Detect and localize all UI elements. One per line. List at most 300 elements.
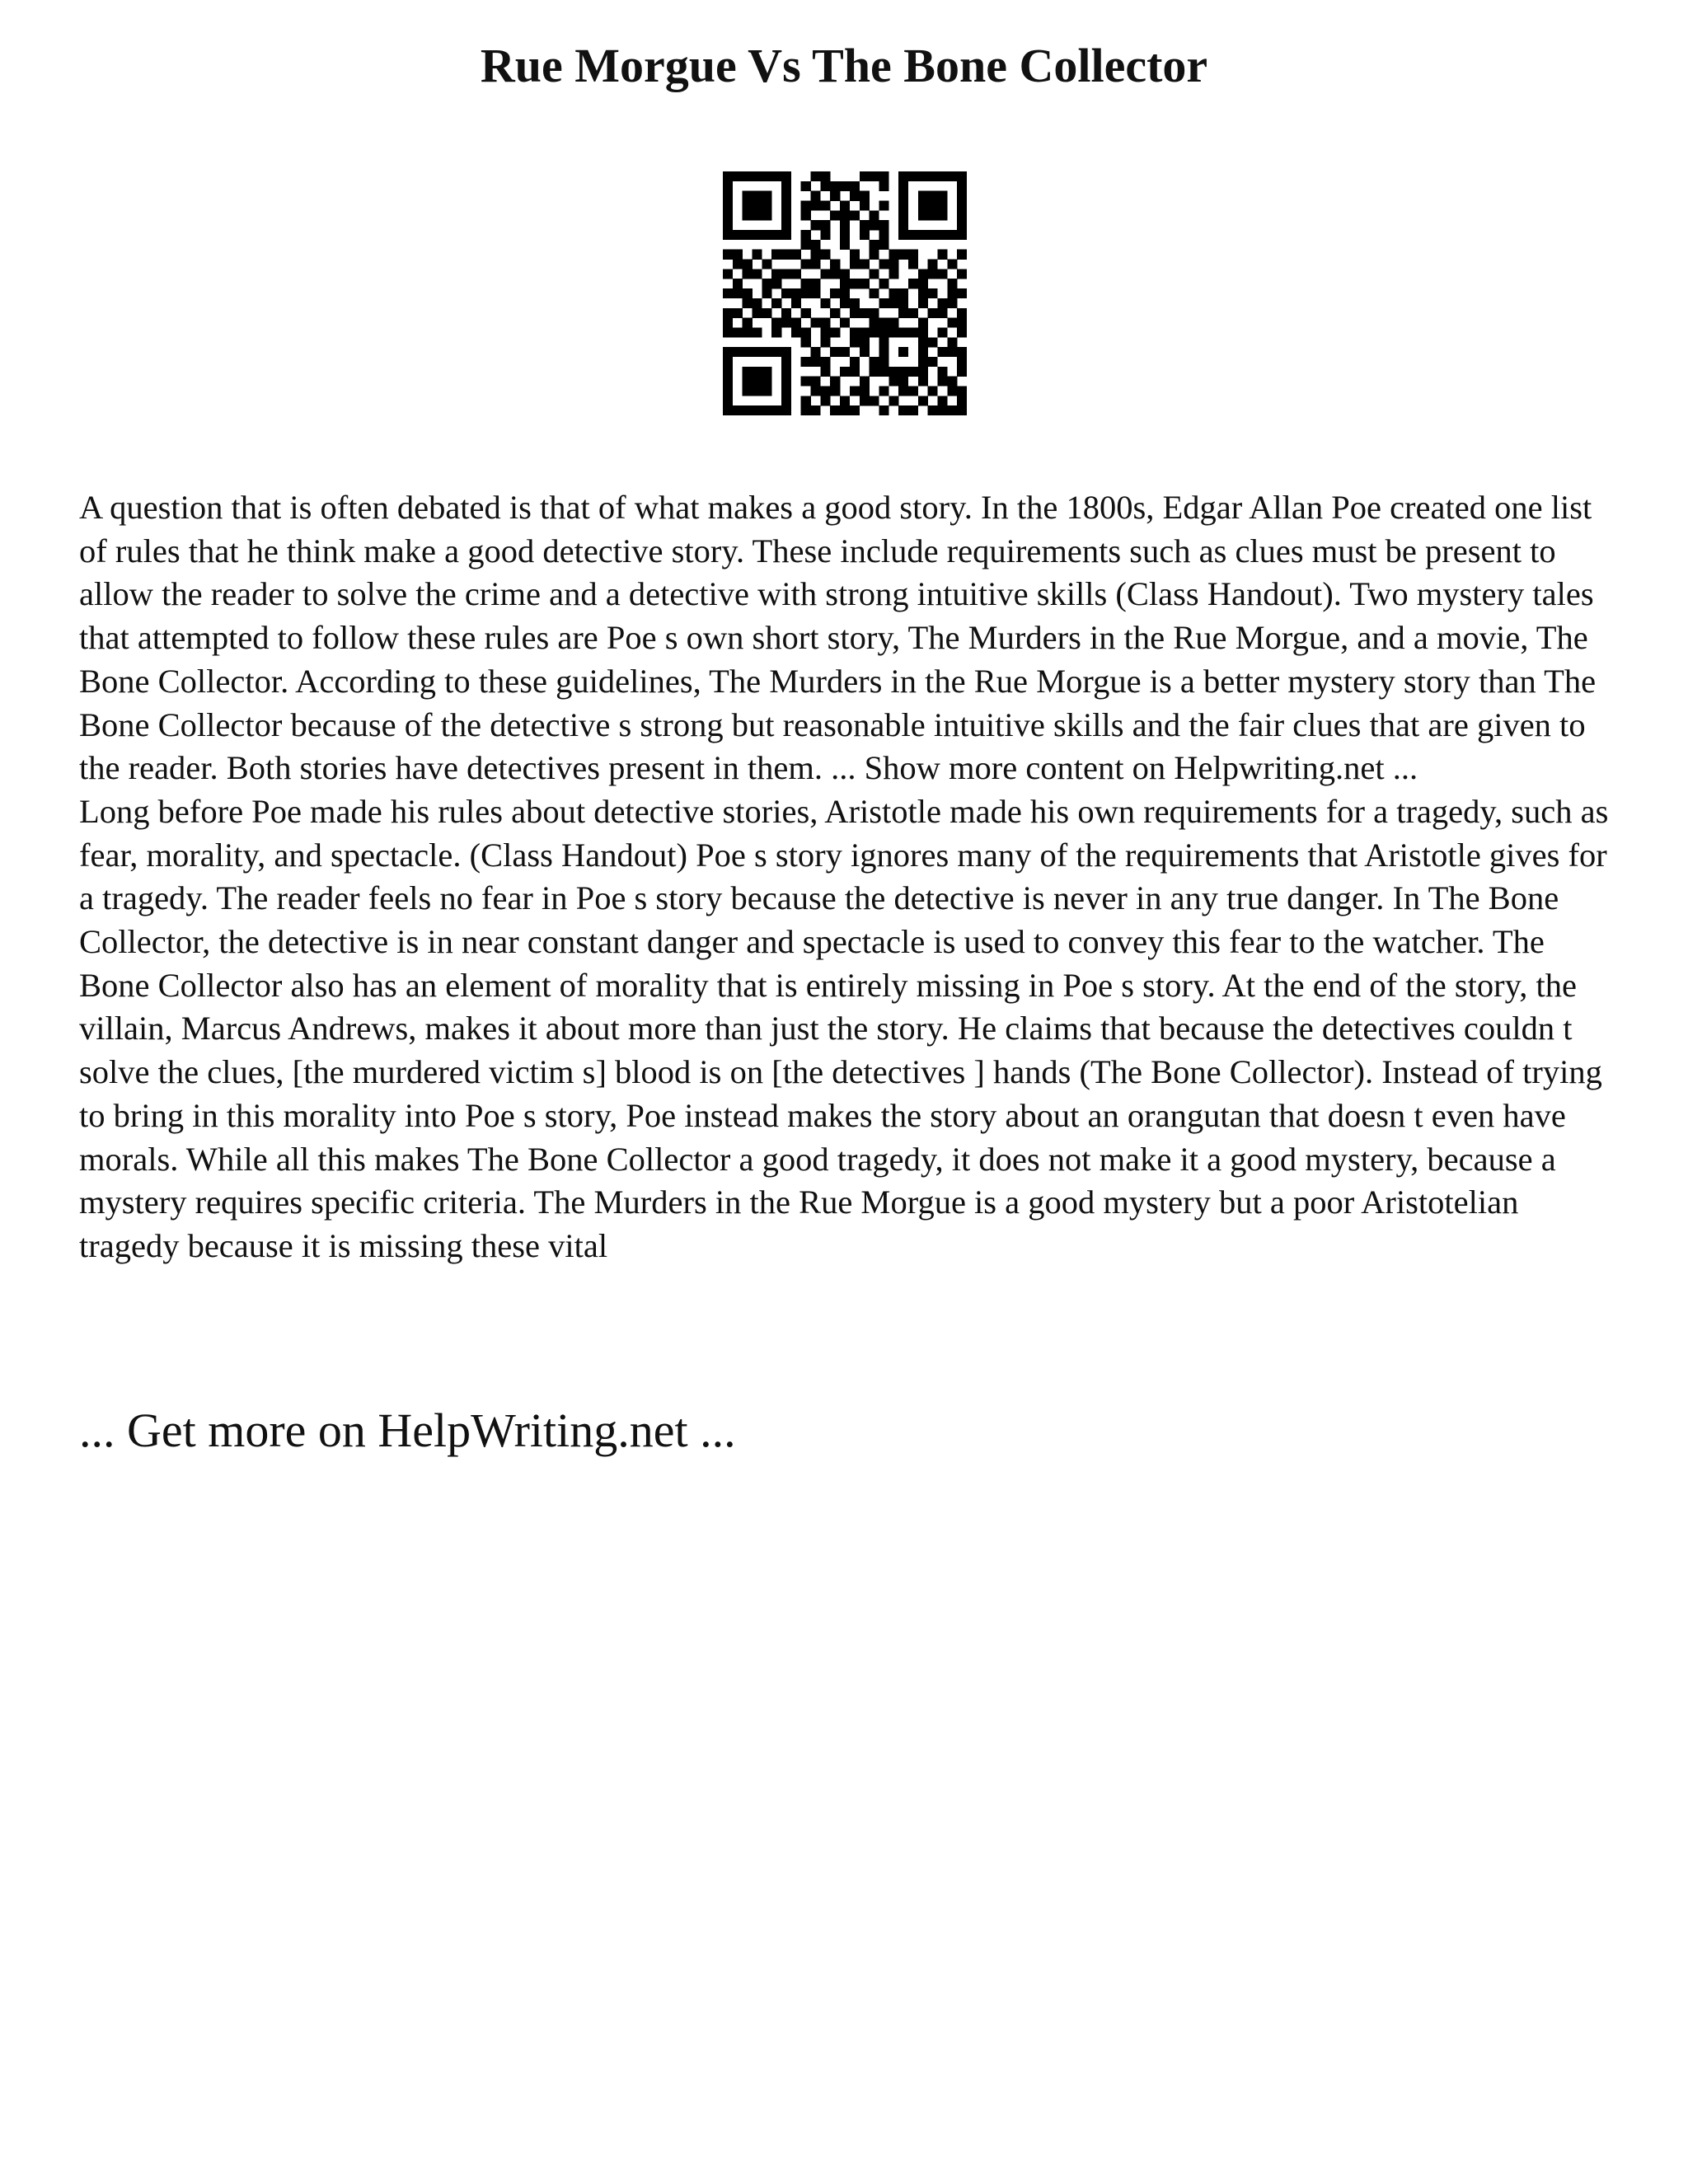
qr-module: [801, 181, 811, 191]
qr-module: [791, 250, 801, 260]
qr-module: [850, 298, 860, 308]
qr-module: [830, 260, 840, 269]
qr-module: [879, 260, 889, 269]
qr-module: [753, 347, 762, 357]
qr-module: [879, 201, 889, 211]
qr-module: [801, 210, 811, 220]
qr-module: [860, 260, 870, 269]
qr-module: [771, 269, 781, 279]
qr-module: [820, 230, 830, 240]
qr-module: [898, 201, 908, 211]
qr-module: [870, 171, 879, 181]
qr-module: [879, 386, 889, 396]
qr-module: [781, 308, 791, 318]
qr-module: [820, 386, 830, 396]
qr-module: [870, 396, 879, 405]
qr-module: [733, 308, 743, 318]
qr-module: [820, 318, 830, 328]
qr-module: [928, 288, 938, 298]
qr-module: [889, 298, 898, 308]
qr-module: [762, 260, 771, 269]
qr-module: [937, 298, 947, 308]
qr-module: [908, 405, 918, 415]
qr-module: [723, 210, 733, 220]
qr-module: [928, 308, 938, 318]
qr-module: [889, 367, 898, 377]
qr-module: [937, 201, 947, 211]
qr-module: [860, 220, 870, 230]
qr-module: [733, 327, 743, 337]
qr-module: [957, 308, 967, 318]
qr-module: [753, 298, 762, 308]
qr-module: [733, 260, 743, 269]
qr-module: [957, 405, 967, 415]
qr-module: [898, 347, 908, 357]
qr-module: [840, 269, 850, 279]
qr-module: [781, 357, 791, 367]
qr-module: [947, 347, 957, 357]
qr-module: [801, 405, 811, 415]
qr-module: [937, 327, 947, 337]
qr-module: [860, 201, 870, 211]
qr-module: [918, 201, 928, 211]
qr-module: [957, 191, 967, 201]
qr-module: [771, 347, 781, 357]
qr-module: [918, 327, 928, 337]
qr-module: [928, 357, 938, 367]
qr-module: [898, 210, 908, 220]
qr-module: [918, 230, 928, 240]
qr-module: [879, 357, 889, 367]
qr-module: [811, 250, 821, 260]
qr-module: [723, 318, 733, 328]
qr-module: [743, 230, 753, 240]
qr-module: [753, 377, 762, 387]
qr-module: [918, 191, 928, 201]
qr-module: [898, 386, 908, 396]
qr-module: [898, 191, 908, 201]
qr-module: [743, 298, 753, 308]
qr-module: [840, 298, 850, 308]
qr-module: [781, 347, 791, 357]
qr-module: [801, 279, 811, 288]
qr-module: [820, 269, 830, 279]
qr-module: [840, 230, 850, 240]
qr-module: [918, 367, 928, 377]
qr-module: [947, 230, 957, 240]
qr-module: [762, 230, 771, 240]
qr-module: [928, 201, 938, 211]
qr-module: [811, 201, 821, 211]
qr-module: [723, 171, 733, 181]
qr-module: [957, 250, 967, 260]
qr-module: [723, 396, 733, 405]
qr-module: [771, 298, 781, 308]
qr-module: [957, 230, 967, 240]
qr-module: [762, 386, 771, 396]
qr-module: [811, 318, 821, 328]
qr-module: [879, 181, 889, 191]
qr-module: [743, 171, 753, 181]
qr-module: [898, 405, 908, 415]
qr-module: [781, 377, 791, 387]
qr-module: [743, 260, 753, 269]
qr-module: [791, 298, 801, 308]
qr-module: [811, 191, 821, 201]
qr-module: [918, 210, 928, 220]
qr-module: [840, 405, 850, 415]
qr-module: [957, 201, 967, 211]
qr-module: [840, 396, 850, 405]
qr-module: [879, 220, 889, 230]
qr-module: [840, 347, 850, 357]
qr-module: [889, 250, 898, 260]
qr-module: [850, 386, 860, 396]
qr-module: [898, 327, 908, 337]
qr-module: [850, 260, 860, 269]
qr-module: [850, 181, 860, 191]
qr-module: [762, 367, 771, 377]
qr-module: [753, 201, 762, 211]
qr-module: [957, 367, 967, 377]
qr-module: [879, 337, 889, 347]
qr-module: [918, 269, 928, 279]
qr-module: [743, 347, 753, 357]
qr-module: [918, 298, 928, 308]
qr-module: [928, 269, 938, 279]
qr-module: [850, 210, 860, 220]
qr-module: [781, 171, 791, 181]
qr-module: [870, 318, 879, 328]
qr-module: [908, 279, 918, 288]
qr-module: [937, 367, 947, 377]
qr-module: [781, 396, 791, 405]
qr-module: [850, 308, 860, 318]
qr-module: [820, 181, 830, 191]
qr-module: [928, 191, 938, 201]
qr-module: [918, 357, 928, 367]
qr-module: [947, 260, 957, 269]
qr-module: [723, 405, 733, 415]
qr-module: [870, 367, 879, 377]
qr-module: [870, 210, 879, 220]
qr-module: [830, 269, 840, 279]
qr-module: [840, 279, 850, 288]
qr-module: [928, 210, 938, 220]
qr-module: [879, 171, 889, 181]
qr-module: [733, 405, 743, 415]
qr-module: [743, 269, 753, 279]
qr-module: [918, 279, 928, 288]
qr-module: [781, 318, 791, 328]
paragraph-2: Long before Poe made his rules about detective stories, Aristotle made his own requirements for a tragedy, such as fear, morality, and spectacle. (Class Handout) Poe s story ignores many of the requirements that Aristotle gives for a tragedy. The reader feels no fear in Poe s story because the detective is never in any true danger. In The Bone Collector, the detective is in near constant danger and spectacle is used to convey this fear to the watcher. The Bone Collector also has an element of morality that is entirely missing in Poe s story. At the end of the story, the villain, Marcus Andrews, makes it about more than just the story. He claims that because the detectives couldn t solve the clues, [the murdered victim s] blood is on [the detectives ] hands (The Bone Collector). Instead of trying to bring in this morality into Poe s story, Poe instead makes the story about an orangutan that doesn t even have morals. While all this makes The Bone Collector a good tragedy, it does not make it a good mystery, because a mystery requires specific criteria. The Murders in the Rue Morgue is a good mystery but a poor Aristotelian tragedy because it is missing these vital: [79, 792, 1609, 1264]
qr-module: [947, 386, 957, 396]
qr-module: [830, 191, 840, 201]
qr-module: [860, 171, 870, 181]
qr-module: [811, 260, 821, 269]
qr-module: [781, 405, 791, 415]
qr-module: [743, 405, 753, 415]
qr-module: [781, 288, 791, 298]
qr-module: [870, 288, 879, 298]
qr-module: [791, 269, 801, 279]
qr-module: [801, 357, 811, 367]
qr-module: [743, 201, 753, 211]
qr-module: [811, 405, 821, 415]
qr-module: [918, 337, 928, 347]
qr-module: [830, 181, 840, 191]
qr-module: [830, 405, 840, 415]
document-title: Rue Morgue Vs The Bone Collector: [480, 39, 1208, 92]
qr-module: [762, 201, 771, 211]
qr-module: [781, 269, 791, 279]
qr-module: [937, 210, 947, 220]
qr-module: [918, 396, 928, 405]
qr-module: [957, 396, 967, 405]
qr-module: [908, 367, 918, 377]
qr-module: [811, 386, 821, 396]
qr-module: [947, 288, 957, 298]
qr-module: [781, 250, 791, 260]
qr-module: [937, 347, 947, 357]
qr-module: [947, 279, 957, 288]
qr-module: [801, 337, 811, 347]
qr-module: [937, 405, 947, 415]
qr-module: [830, 347, 840, 357]
qr-module: [723, 201, 733, 211]
qr-module: [723, 386, 733, 396]
qr-module: [860, 279, 870, 288]
qr-module: [830, 308, 840, 318]
qr-module: [811, 171, 821, 181]
qr-module: [889, 269, 898, 279]
qr-module: [781, 181, 791, 191]
qr-module: [762, 347, 771, 357]
qr-module: [801, 327, 811, 337]
paragraph-1: A question that is often debated is that of what makes a good story. In the 1800s, Edgar Allan Poe created one list of rules that he think make a good detective story. These include requirements such as clues must be present to allow the reader to solve the crime and a detective with strong intuitive skills (Class Handout). Two mystery tales that attempted to follow these rules are Poe s own short story, The Murders in the Rue Morgue, and a movie, The Bone Collector. According to these guidelines, The Murders in the Rue Morgue is a better mystery story than The Bone Collector because of the detective s strong but reasonable intuitive skills and the fair clues that are given to the reader. Both stories have detectives present in them. ... Show more content on Helpwriting.net ...: [79, 489, 1597, 787]
qr-module: [870, 220, 879, 230]
qr-code-icon[interactable]: [723, 171, 967, 415]
qr-module: [753, 367, 762, 377]
qr-module: [743, 327, 753, 337]
qr-module: [771, 327, 781, 337]
qr-module: [743, 367, 753, 377]
qr-module: [908, 386, 918, 396]
qr-module: [918, 318, 928, 328]
qr-module: [811, 347, 821, 357]
qr-module: [908, 308, 918, 318]
qr-module: [850, 250, 860, 260]
qr-module: [820, 337, 830, 347]
qr-module: [908, 171, 918, 181]
qr-module: [860, 308, 870, 318]
qr-module: [781, 191, 791, 201]
qr-module: [801, 377, 811, 387]
qr-module: [898, 220, 908, 230]
qr-module: [889, 260, 898, 269]
qr-module: [753, 405, 762, 415]
qr-module: [743, 318, 753, 328]
qr-module: [879, 347, 889, 357]
qr-module: [947, 298, 957, 308]
qr-module: [898, 230, 908, 240]
qr-module: [723, 308, 733, 318]
qr-module: [937, 269, 947, 279]
qr-module: [743, 210, 753, 220]
qr-module: [860, 327, 870, 337]
qr-module: [723, 377, 733, 387]
qr-module: [733, 347, 743, 357]
qr-module: [889, 318, 898, 328]
qr-module: [898, 250, 908, 260]
qr-module: [908, 327, 918, 337]
qr-module: [889, 327, 898, 337]
qr-module: [753, 210, 762, 220]
qr-module: [937, 377, 947, 387]
qr-module: [870, 327, 879, 337]
qr-module: [762, 288, 771, 298]
qr-module: [947, 171, 957, 181]
qr-module: [850, 405, 860, 415]
qr-module: [889, 377, 898, 387]
qr-module: [937, 308, 947, 318]
qr-module: [762, 191, 771, 201]
qr-module: [801, 230, 811, 240]
qr-module: [820, 201, 830, 211]
qr-module: [898, 288, 908, 298]
qr-module: [781, 210, 791, 220]
qr-module: [879, 367, 889, 377]
qr-module: [753, 250, 762, 260]
qr-module: [957, 386, 967, 396]
qr-module: [957, 269, 967, 279]
qr-module: [957, 181, 967, 191]
qr-module: [762, 279, 771, 288]
qr-module: [723, 250, 733, 260]
qr-module: [850, 367, 860, 377]
qr-module: [762, 171, 771, 181]
qr-module: [820, 367, 830, 377]
qr-module: [811, 220, 821, 230]
qr-module: [928, 405, 938, 415]
qr-module: [937, 230, 947, 240]
qr-module: [820, 396, 830, 405]
qr-module: [753, 386, 762, 396]
qr-module: [870, 269, 879, 279]
qr-module: [879, 298, 889, 308]
qr-module: [898, 181, 908, 191]
qr-module: [870, 308, 879, 318]
qr-module: [811, 288, 821, 298]
qr-module: [801, 308, 811, 318]
qr-module: [957, 357, 967, 367]
qr-module: [918, 377, 928, 387]
qr-module: [733, 171, 743, 181]
qr-module: [957, 347, 967, 357]
qr-module: [898, 298, 908, 308]
qr-module: [743, 191, 753, 201]
qr-module: [743, 377, 753, 387]
qr-module: [850, 191, 860, 201]
qr-module: [820, 357, 830, 367]
qr-module: [898, 377, 908, 387]
qr-module: [820, 220, 830, 230]
qr-module: [928, 337, 938, 347]
qr-module: [723, 347, 733, 357]
qr-module: [723, 230, 733, 240]
qr-module: [870, 357, 879, 367]
qr-module: [830, 327, 840, 337]
qr-module: [840, 210, 850, 220]
qr-module: [820, 298, 830, 308]
qr-module: [820, 250, 830, 260]
qr-module: [753, 171, 762, 181]
qr-module: [879, 318, 889, 328]
qr-module: [733, 279, 743, 288]
qr-module: [957, 210, 967, 220]
qr-module: [771, 318, 781, 328]
qr-module: [723, 269, 733, 279]
qr-module: [791, 318, 801, 328]
qr-module: [947, 377, 957, 387]
qr-module: [957, 318, 967, 328]
qr-module: [762, 405, 771, 415]
qr-module: [840, 240, 850, 250]
qr-module: [753, 308, 762, 318]
qr-module: [791, 327, 801, 337]
qr-module: [771, 405, 781, 415]
qr-module: [840, 201, 850, 211]
qr-module: [840, 288, 850, 298]
qr-module: [830, 288, 840, 298]
qr-module: [870, 250, 879, 260]
qr-module: [733, 250, 743, 260]
qr-module: [860, 347, 870, 357]
qr-module: [753, 230, 762, 240]
qr-module: [928, 171, 938, 181]
qr-module: [928, 386, 938, 396]
qr-module: [850, 327, 860, 337]
qr-module: [733, 288, 743, 298]
qr-module: [840, 220, 850, 230]
qr-module: [898, 367, 908, 377]
qr-module: [908, 260, 918, 269]
qr-module: [762, 210, 771, 220]
qr-module: [957, 288, 967, 298]
qr-module: [879, 230, 889, 240]
qr-module: [957, 171, 967, 181]
qr-module: [937, 171, 947, 181]
qr-module: [723, 288, 733, 298]
qr-module: [743, 288, 753, 298]
qr-module: [870, 240, 879, 250]
qr-module: [811, 240, 821, 250]
qr-module: [918, 347, 928, 357]
qr-module: [820, 327, 830, 337]
qr-module: [860, 337, 870, 347]
get-more-link[interactable]: ... Get more on HelpWriting.net ...: [79, 1404, 736, 1457]
qr-module: [908, 230, 918, 240]
qr-module: [820, 171, 830, 181]
qr-module: [781, 386, 791, 396]
qr-module: [781, 230, 791, 240]
qr-module: [918, 171, 928, 181]
qr-module: [801, 201, 811, 211]
qr-module: [937, 250, 947, 260]
qr-module: [781, 367, 791, 377]
qr-module: [811, 377, 821, 387]
qr-module: [860, 191, 870, 201]
